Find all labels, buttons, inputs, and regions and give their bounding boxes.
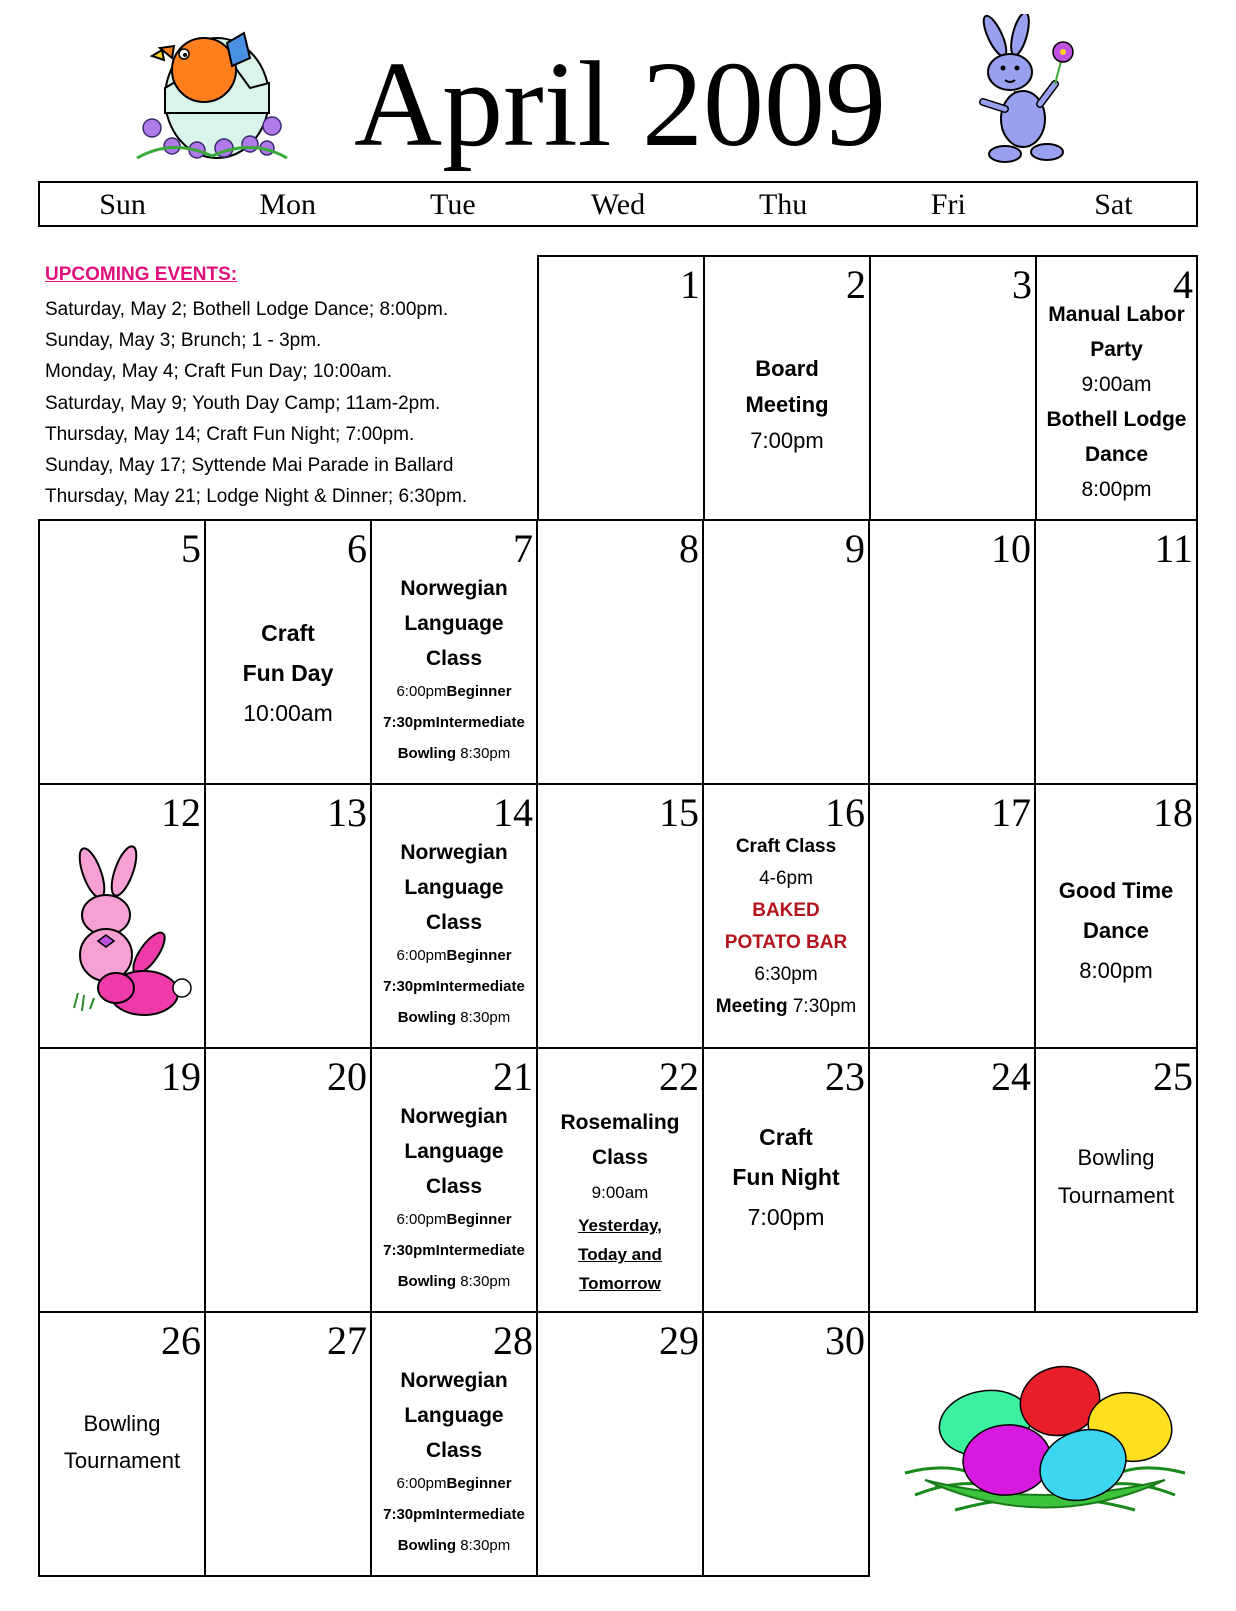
day-cell-18 <box>1034 783 1198 1049</box>
day-events <box>1037 297 1196 507</box>
event-text-highlight: BAKED <box>752 900 820 921</box>
event-text: Yesterday, <box>578 1216 662 1235</box>
event-text: Beginner <box>446 947 512 964</box>
event-text: Fun Day <box>242 660 334 686</box>
day-number: 1 <box>680 262 700 307</box>
event-text: Beginner <box>446 1211 512 1228</box>
day-number: 21 <box>493 1054 533 1099</box>
day-number: 2 <box>846 262 866 307</box>
event-text: Today and <box>578 1245 662 1264</box>
event-text: Language <box>404 1404 504 1427</box>
day-cell-30 <box>702 1311 870 1577</box>
day-number: 7 <box>513 526 533 571</box>
event-text: Class <box>591 1146 649 1169</box>
day-number: 9 <box>845 526 865 571</box>
event-text: Meeting <box>715 996 788 1017</box>
event-time: 7:30pm <box>383 1506 436 1523</box>
event-text: Tournament <box>63 1448 181 1473</box>
event-text: Craft <box>759 1124 813 1150</box>
event-time: 9:00am <box>591 1183 649 1202</box>
day-cell-15 <box>536 783 704 1049</box>
event-text: Intermediate <box>435 978 525 995</box>
page-title: April 2009 <box>353 37 887 172</box>
day-cell-1 <box>537 255 705 521</box>
event-text: Class <box>425 647 483 670</box>
day-events <box>372 835 536 1033</box>
upcoming-event-item: Thursday, May 21; Lodge Night & Dinner; 6:30pm. <box>45 486 468 508</box>
pink-bunnies-icon <box>54 843 199 1028</box>
day-cell-23 <box>702 1047 870 1313</box>
day-number: 10 <box>991 526 1031 571</box>
day-number: 19 <box>161 1054 201 1099</box>
day-events <box>538 1105 702 1298</box>
event-time: 4-6pm <box>759 868 813 889</box>
day-number: 22 <box>659 1054 699 1099</box>
easter-eggs-nest-icon <box>895 1365 1195 1525</box>
event-time: 8:30pm <box>460 1009 511 1026</box>
event-text-highlight: POTATO BAR <box>724 932 848 953</box>
day-cell-11 <box>1034 519 1198 785</box>
weekday-mon: Mon <box>259 188 317 221</box>
event-text: Language <box>404 1140 504 1163</box>
day-cell-13 <box>204 783 372 1049</box>
upcoming-event-item: Sunday, May 17; Syttende Mai Parade in Ballard <box>45 455 454 477</box>
day-number: 16 <box>825 790 865 835</box>
day-cell-28 <box>370 1311 538 1577</box>
event-text: Norwegian <box>400 1369 508 1392</box>
event-text: Bowling <box>1077 1145 1155 1170</box>
day-number: 18 <box>1153 790 1193 835</box>
day-events <box>372 1363 536 1561</box>
event-time: 7:30pm <box>383 978 436 995</box>
event-text: Tomorrow <box>579 1274 661 1293</box>
day-cell-25 <box>1034 1047 1198 1313</box>
day-number: 24 <box>991 1054 1031 1099</box>
day-cell-29 <box>536 1311 704 1577</box>
upcoming-events-heading: UPCOMING EVENTS: <box>45 264 238 285</box>
event-time: 10:00am <box>243 700 333 726</box>
event-time: 7:30pm <box>383 1242 436 1259</box>
day-number: 20 <box>327 1054 367 1099</box>
day-events <box>206 613 370 733</box>
day-cell-7 <box>370 519 538 785</box>
event-time: 9:00am <box>1081 373 1152 396</box>
day-cell-22 <box>536 1047 704 1313</box>
day-cell-20 <box>204 1047 372 1313</box>
day-number: 29 <box>659 1318 699 1363</box>
event-time: 8:00pm <box>1081 478 1152 501</box>
day-cell-9 <box>702 519 870 785</box>
event-text: Norwegian <box>400 841 508 864</box>
event-time: 6:00pm <box>396 683 447 700</box>
event-text: Intermediate <box>435 1242 525 1259</box>
bunny-with-flower-icon <box>975 14 1095 174</box>
event-time: 6:30pm <box>754 964 818 985</box>
event-text: Norwegian <box>400 1105 508 1128</box>
event-text: Beginner <box>446 683 512 700</box>
upcoming-event-item: Saturday, May 2; Bothell Lodge Dance; 8:00pm. <box>45 299 449 320</box>
event-text: Bowling <box>397 1273 457 1290</box>
day-events <box>40 1405 204 1479</box>
upcoming-event-item: Saturday, May 9; Youth Day Camp; 11am-2pm. <box>45 392 441 414</box>
event-text: Dance <box>1084 443 1149 466</box>
day-number: 14 <box>493 790 533 835</box>
day-cell-14 <box>370 783 538 1049</box>
event-text: Language <box>404 876 504 899</box>
day-cell-12 <box>38 783 206 1049</box>
upcoming-event-item: Monday, May 4; Craft Fun Day; 10:00am. <box>45 361 393 383</box>
event-text: Manual Labor <box>1048 303 1185 326</box>
day-events <box>1036 871 1196 991</box>
weekday-sun: Sun <box>99 188 146 221</box>
event-text: Party <box>1090 338 1143 361</box>
event-time: 7:30pm <box>383 714 436 731</box>
day-events <box>372 1099 536 1297</box>
day-number: 27 <box>327 1318 367 1363</box>
event-time: 8:30pm <box>460 1537 511 1554</box>
day-cell-3 <box>869 255 1037 521</box>
day-number: 23 <box>825 1054 865 1099</box>
event-text: Bowling <box>83 1411 161 1436</box>
day-number: 6 <box>347 526 367 571</box>
day-cell-19 <box>38 1047 206 1313</box>
event-text: Board <box>755 356 819 381</box>
day-cell-6 <box>204 519 372 785</box>
event-text: Class <box>425 1175 483 1198</box>
weekday-thu: Thu <box>758 188 808 221</box>
event-text: Class <box>425 911 483 934</box>
event-time: 7:00pm <box>747 1204 825 1230</box>
event-time: 8:30pm <box>460 1273 511 1290</box>
day-number: 17 <box>991 790 1031 835</box>
upcoming-event-item: Sunday, May 3; Brunch; 1 - 3pm. <box>45 330 322 352</box>
day-cell-27 <box>204 1311 372 1577</box>
event-text: Bowling <box>397 1009 457 1026</box>
day-events <box>704 831 868 1023</box>
event-text: Good Time <box>1058 878 1174 903</box>
day-number: 30 <box>825 1318 865 1363</box>
day-cell-5 <box>38 519 206 785</box>
event-text: Meeting <box>745 392 829 417</box>
event-text: Intermediate <box>435 1506 525 1523</box>
day-number: 15 <box>659 790 699 835</box>
day-number: 5 <box>181 526 201 571</box>
event-text: Norwegian <box>400 577 508 600</box>
event-time: 6:00pm <box>396 947 447 964</box>
day-number: 25 <box>1153 1054 1193 1099</box>
event-time: 7:30pm <box>792 996 857 1017</box>
event-text: Craft <box>261 620 315 646</box>
weekday-fri: Fri <box>930 188 966 221</box>
day-number: 3 <box>1012 262 1032 307</box>
day-number: 4 <box>1173 262 1193 307</box>
event-text: Dance <box>1082 918 1150 943</box>
event-time: 8:00pm <box>1079 958 1153 983</box>
upcoming-event-item: Thursday, May 14; Craft Fun Night; 7:00pm. <box>45 423 415 445</box>
day-cell-16 <box>702 783 870 1049</box>
day-cell-10 <box>868 519 1036 785</box>
day-cell-2 <box>703 255 871 521</box>
day-events <box>372 571 536 769</box>
event-text: Beginner <box>446 1475 512 1492</box>
day-cell-4 <box>1035 255 1198 521</box>
event-text: Tournament <box>1057 1183 1175 1208</box>
weekday-sat: Sat <box>1094 188 1133 221</box>
day-cell-17 <box>868 783 1036 1049</box>
day-number: 12 <box>161 790 201 835</box>
chick-in-egg-icon <box>132 18 292 166</box>
upcoming-events <box>45 262 535 512</box>
event-text: Bowling <box>397 1537 457 1554</box>
weekday-header <box>38 181 1198 227</box>
day-number: 11 <box>1154 526 1193 571</box>
event-time: 7:00pm <box>750 428 824 453</box>
weekday-wed: Wed <box>590 188 646 221</box>
weekday-tue: Tue <box>430 188 476 221</box>
day-number: 28 <box>493 1318 533 1363</box>
day-events <box>1036 1139 1196 1215</box>
event-text: Class <box>425 1439 483 1462</box>
day-cell-26 <box>38 1311 206 1577</box>
day-number: 8 <box>679 526 699 571</box>
event-text: Craft Class <box>735 836 837 857</box>
event-text: Fun Night <box>732 1164 840 1190</box>
event-time: 6:00pm <box>396 1475 447 1492</box>
day-cell-21 <box>370 1047 538 1313</box>
day-cell-24 <box>868 1047 1036 1313</box>
event-time: 8:30pm <box>460 745 511 762</box>
day-cell-8 <box>536 519 704 785</box>
event-text: Bothell Lodge <box>1046 408 1187 431</box>
day-events <box>705 351 869 459</box>
event-text: Language <box>404 612 504 635</box>
day-events <box>704 1117 868 1237</box>
day-number: 26 <box>161 1318 201 1363</box>
day-number: 13 <box>327 790 367 835</box>
event-text: Bowling <box>397 745 457 762</box>
event-text: Rosemaling <box>560 1111 680 1134</box>
event-time: 6:00pm <box>396 1211 447 1228</box>
event-text: Intermediate <box>435 714 525 731</box>
